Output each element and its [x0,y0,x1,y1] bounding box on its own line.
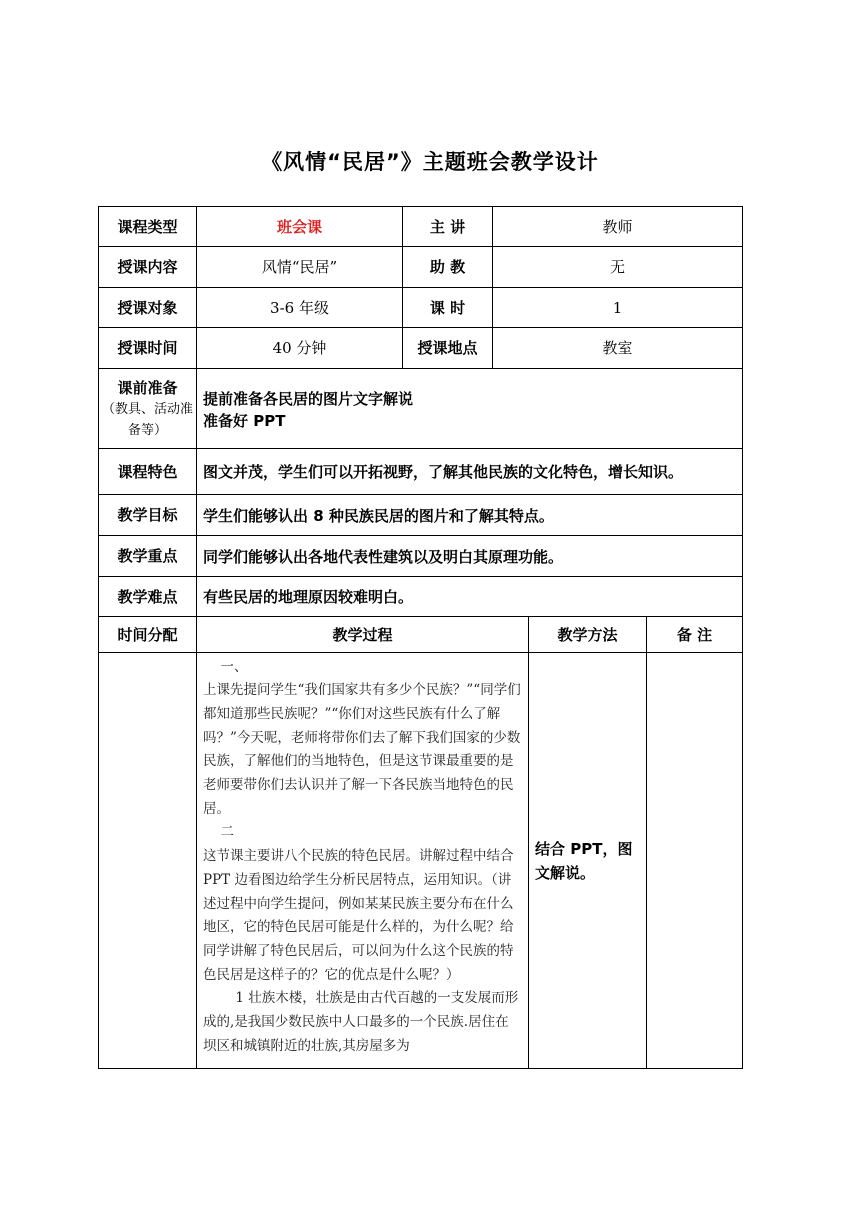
row-difficulty [99,577,743,617]
feature-text: 图文并茂，学生们可以开拓视野，了解其他民族的文化特色，增长知识。 [203,463,684,481]
prep-label: 课前准备 [117,378,178,397]
process-cell [197,653,529,1069]
row-course-type [99,207,743,247]
process-section-3-text: 1 壮族木楼，壮族是由古代百越的一支发展而形成的,是我国少数民族中人口最多的一个民族.居住在坝区和城镇附近的壮族,其房屋多为 [203,990,519,1054]
row-time [99,328,743,369]
prep-label-sub: （教具、活动准备等） [101,401,193,438]
method-header: 教学方法 [529,617,647,653]
key-cell [197,536,743,577]
difficulty-text: 有些民居的地理原因较难明白。 [203,588,414,606]
course-type-label: 课程类型 [99,207,197,247]
method-cell [529,653,647,1069]
row-content [99,247,743,288]
location-value: 教室 [493,328,743,369]
content-value: 风情“民居” [197,247,403,288]
lecturer-label: 主 讲 [403,207,493,247]
prep-label-cell [99,369,197,449]
key-text: 同学们能够认出各地代表性建筑以及明白其原理功能。 [203,547,564,566]
process-section-1-text: 上课先提问学生“我们国家共有多少个民族？”“同学们都知道那些民族呢？”“你们对这些民族有什么了解吗？”今天呢，老师将带你们去了解下我们国家的少数民族，了解他们的当地特色，但是这节课最重要的是老师要带你们去认识并了解一下各民族当地特色的民居。 [203,682,521,817]
location-label: 授课地点 [403,328,493,369]
process-section-1-title: 一、 [220,658,248,675]
goal-cell [197,495,743,536]
process-text [197,654,528,1068]
note-cell [647,653,743,1069]
process-section-2-text: 这节课主要讲八个民族的特色民居。讲解过程中结合 PPT 边看图边给学生分析民居特点，运用知识。（讲述过程中向学生提问，例如某某民族主要分布在什么地区，它的特色民居可能是什么样的，为什么呢？给同学讲解了特色民居后，可以问为什么这个民族的特色民居是这样子的？它的优点是什么呢？） [203,848,514,983]
time-label: 授课时间 [99,328,197,369]
lesson-plan-table [98,206,743,1069]
feature-cell [197,449,743,495]
difficulty-label: 教学难点 [99,577,197,617]
row-prep [99,369,743,449]
assistant-label: 助 教 [403,247,493,288]
goal-text: 学生们能够认出 8 种民族民居的图片和了解其特点。 [203,506,554,525]
row-goal [99,495,743,536]
lecturer-value: 教师 [493,207,743,247]
process-header: 教学过程 [197,617,529,653]
time-value: 40 分钟 [197,328,403,369]
goal-label: 教学目标 [99,495,197,536]
row-key [99,536,743,577]
difficulty-cell [197,577,743,617]
assistant-value: 无 [493,247,743,288]
audience-label: 授课对象 [99,288,197,328]
row-feature [99,449,743,495]
note-header: 备 注 [647,617,743,653]
time-allocation-cell [99,653,197,1069]
row-audience [99,288,743,328]
audience-value: 3-6 年级 [197,288,403,328]
periods-value: 1 [493,288,743,328]
periods-label: 课 时 [403,288,493,328]
content-label: 授课内容 [99,247,197,288]
prep-content [197,369,743,449]
method-text: 结合 PPT，图文解说。 [535,839,633,882]
time-allocation-header: 时间分配 [99,617,197,653]
course-type-value: 班会课 [197,207,403,247]
feature-label: 课程特色 [99,449,197,495]
row-process-header [99,617,743,653]
process-section-2-title: 二 [220,824,235,841]
prep-line-2: 准备好 PPT [203,411,286,430]
row-process-body [99,653,743,1069]
page-title: 《风情“民居”》主题班会教学设计 [261,150,599,174]
key-label: 教学重点 [99,536,197,577]
prep-line-1: 提前准备各民居的图片文字解说 [203,389,414,408]
